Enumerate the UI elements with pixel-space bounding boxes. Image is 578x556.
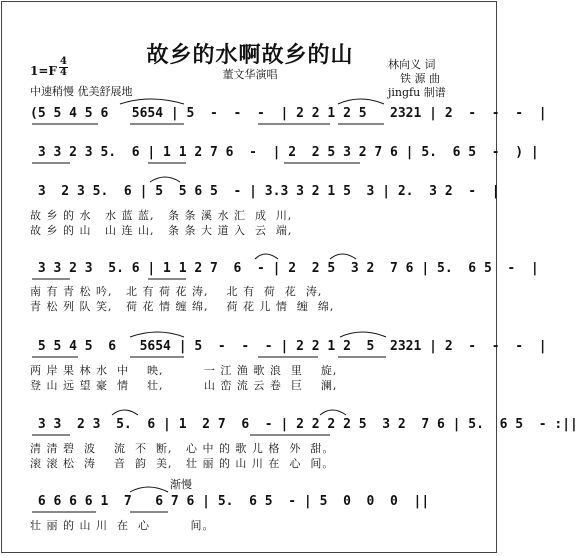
slur-mark — [340, 332, 386, 337]
lyric-line-4a: 南 有 青 松 吟, 北 有 荷 花 涛, 北 有 荷 花 涛, — [30, 285, 323, 298]
music-line-4: 3 3 2 3 5. 6 | 1 1 2 7 6 - | 2 2 5 3 2 7 6 | 5. 6 5 - | — [30, 261, 539, 276]
slur-mark — [120, 99, 184, 104]
time-signature-bottom: 4 — [60, 67, 67, 78]
music-line-5: 5 5 4 5 6 5654 | 5 - - - | 2 2 1 2 5 2321 | 2 - - - | — [30, 339, 547, 354]
slur-mark — [255, 254, 278, 259]
tempo-marking: 中速稍慢 优美舒展地 — [30, 85, 133, 98]
music-line-2: 3 3 2 3 5. 6 | 1 1 2 7 6 - | 2 2 5 3 2 7 6 | 5. 6 5 - ) | — [30, 145, 539, 160]
composer-credit: 铁 源 曲 — [400, 72, 440, 85]
slur-mark — [130, 487, 168, 492]
slur-mark — [112, 410, 138, 415]
lyric-line-6a: 清 清 碧 波 流 不 断, 心 中 的 歌 儿 格 外 甜。 — [30, 442, 335, 455]
lyric-line-3b: 故 乡 的 山 山 连 山, 条 条 大 道 入 云 端, — [30, 224, 293, 237]
lyric-line-7a: 壮 丽 的 山 川 在 心 间。 — [30, 519, 215, 532]
slur-mark — [338, 99, 384, 104]
lyric-line-5a: 两 岸 果 林 水 中 映, 一 江 渔 歌 浪 里 旋, — [30, 364, 338, 377]
key-signature: 1=F — [30, 64, 57, 78]
lyric-line-4b: 青 松 列 队 笑, 荷 花 情 缠 绵, 荷 花 儿 情 缠 绵, — [30, 300, 335, 313]
music-line-1: (5 5 4 5 6 5654 | 5 - - - | 2 2 1 2 5 2321 | 2 - - - | — [30, 106, 547, 121]
lyric-line-5b: 登 山 远 望 豪 情 壮, 山 峦 流 云 卷 巨 澜, — [30, 379, 338, 392]
song-title: 故乡的水啊故乡的山 — [146, 42, 354, 68]
music-line-3: 3 2 3 5. 6 | 5 5 6 5 - | 3.3 3 2 1 5 3 | 2. 3 2 - | — [30, 184, 500, 199]
slur-mark — [150, 177, 180, 182]
music-line-7: 6 6 6 6 1 7 6 7 6 | 5. 6 5 - | 5 0 0 0 || — [30, 494, 430, 509]
lyricist-credit: 林向义 词 — [388, 58, 436, 71]
lyric-line-6b: 滚 滚 松 涛 音 韵 美, 壮 丽 的 山 川 在 心 间。 — [30, 457, 335, 470]
slur-mark — [330, 254, 356, 259]
music-line-6: 3 3 2 3 5. 6 | 1 2 7 6 - | 2 2 2 2 5 3 2 7 6 | 5. 6 5 - :|| — [30, 417, 578, 432]
lyric-line-3a: 故 乡 的 水 水 蓝 蓝, 条 条 溪 水 汇 成 川, — [30, 209, 293, 222]
singer-credit: 董文华演唱 — [222, 68, 278, 81]
slur-mark — [130, 332, 184, 337]
time-signature-top: 4 — [60, 56, 67, 67]
slur-mark — [320, 410, 346, 415]
engraver-credit: jingfu 制谱 — [388, 86, 446, 99]
ritardando-marking: 渐慢 — [170, 478, 192, 491]
